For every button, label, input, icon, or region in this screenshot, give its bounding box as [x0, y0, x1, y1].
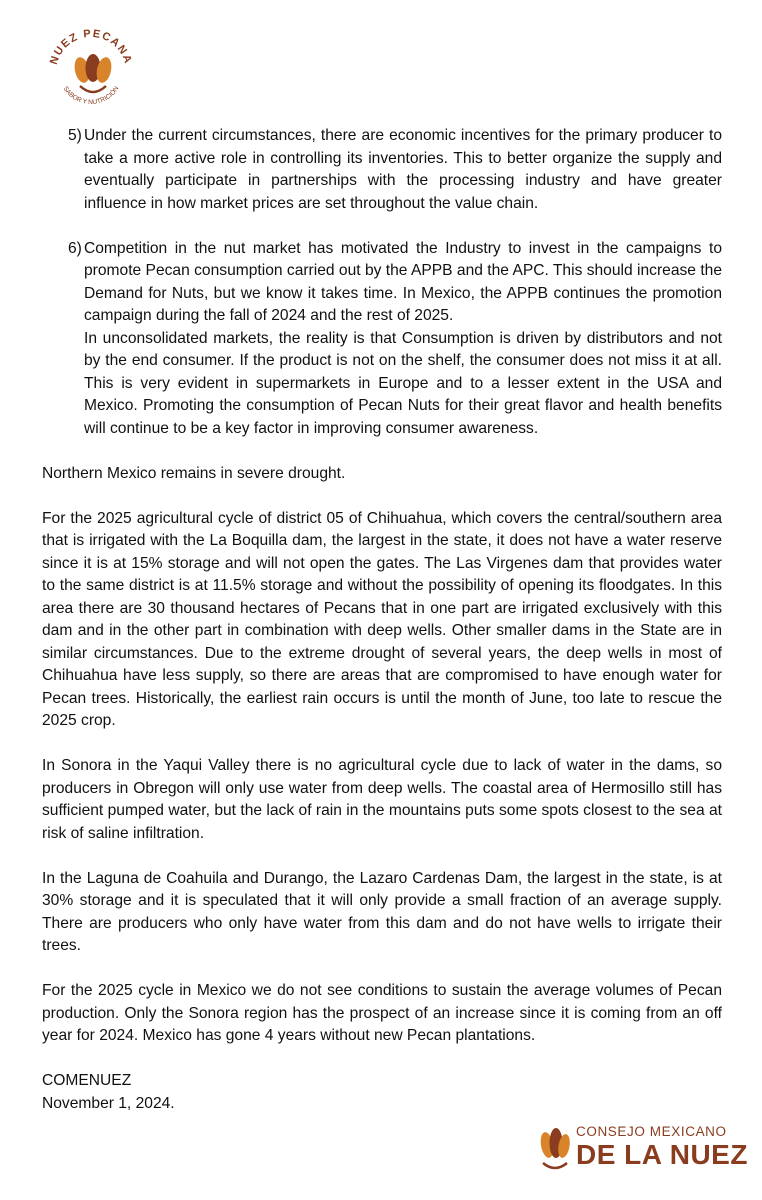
svg-text:SABOR Y NUTRICIÓN: [62, 85, 121, 106]
document-body: [42, 125, 722, 1115]
body-paragraph: In Sonora in the Yaqui Valley there is no agricultural cycle due to lack of water in the dams, so producers in Obregon will only use water from deep wells. The coastal area of Hermosillo still has sufficient pumped water, but the lack of rain in the mountains puts some spots closest to the sea at risk of saline infiltration.: [42, 757, 722, 842]
logo-tagline: SABOR Y NUTRICIÓN: [61, 85, 121, 107]
footer-logo-line1: CONSEJO MEXICANO: [576, 1124, 727, 1139]
nut-icon: [536, 1119, 572, 1173]
list-item-5: [42, 125, 722, 215]
body-paragraph: Northern Mexico remains in severe drought.: [42, 464, 346, 482]
list-paragraph: Under the current circumstances, there are economic incentives for the primary producer to take a more active role in controlling its inventories. This to better organize the supply and eventually participate in partnerships with the processing industry and have greater influence in how market prices are set throughout the value chain.: [84, 127, 722, 212]
list-paragraph: In unconsolidated markets, the reality is that Consumption is driven by distributors and not by the end consumer. If the product is not on the shelf, the consumer does not miss it at all. This is very evident in supermarkets in Europe and to a lesser extent in the USA and Mexico. Promoting the consumption of Pecan Nuts for their great flavor and health benefits will continue to be a key factor in improving consumer awareness.: [84, 329, 722, 437]
list-item-6: [42, 238, 722, 441]
list-number: 6): [68, 239, 82, 257]
body-paragraph: In the Laguna de Coahuila and Durango, the Lazaro Cardenas Dam, the largest in the state, is at 30% storage and it is speculated that it will only provide a small fraction of an average supply. There are producers who only have water from this dam and do not have wells to irrigate their trees.: [42, 869, 722, 954]
nuez-pecana-logo: [42, 20, 140, 118]
body-paragraph: For the 2025 agricultural cycle of district 05 of Chihuahua, which covers the central/southern area that is irrigated with the La Boquilla dam, the largest in the state, it does not have a water reserve since it is at 15% storage and will not open the gates. The Las Virgenes dam that provides water to the same district is at 11.5% storage and without the possibility of opening its floodgates. In this area there are 30 thousand hectares of Pecans that in one part are irrigated exclusively with this dam and in the other part in combination with deep wells. Other smaller dams in the State are in similar circumstances. Due to the extreme drought of several years, the deep wells in most of Chihuahua have less supply, so there are areas that are compromised to have enough water for Pecan trees. Historically, the earliest rain occurs is until the month of June, too late to rescue the 2025 crop.: [42, 509, 722, 729]
consejo-mexicano-logo: [536, 1119, 748, 1173]
signature-date: November 1, 2024.: [42, 1094, 175, 1112]
list-paragraph: Competition in the nut market has motivated the Industry to invest in the campaigns to promote Pecan consumption carried out by the APPB and the APC. This should increase the Demand for Nuts, but we know it takes time. In Mexico, the APPB continues the promotion campaign during the fall of 2024 and the rest of 2025.: [84, 239, 722, 324]
signature-block: [42, 1070, 722, 1115]
list-number: 5): [68, 127, 82, 144]
signature-org: COMENUEZ: [42, 1072, 132, 1089]
footer-logo-line2: DE LA NUEZ: [576, 1139, 748, 1170]
logo-brand-text: NUEZ PECANA: [47, 27, 135, 67]
body-paragraph: For the 2025 cycle in Mexico we do not see conditions to sustain the average volumes of Pecan production. Only the Sonora region has the prospect of an increase since it is coming from an off year for 2024. Mexico has gone 4 years without new Pecan plantations.: [42, 982, 722, 1044]
